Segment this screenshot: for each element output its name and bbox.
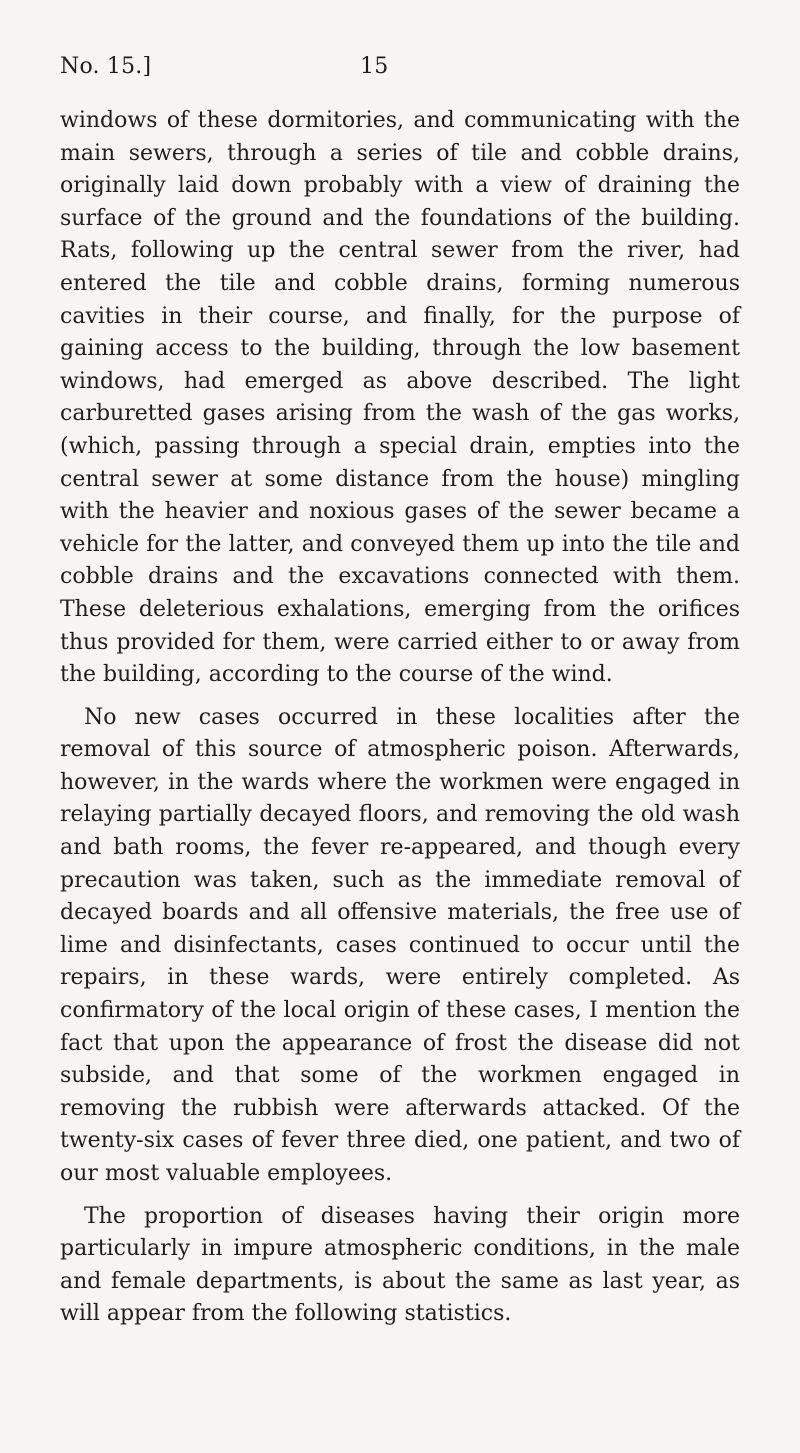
page-number: 15 [360,54,389,79]
body-text [60,105,740,1331]
paragraph-1: windows of these dormitories, and communicating with the main sewers, through a series of tile and cobble drains, originally laid down probably with a view of draining the surface of the ground and the foundations of the building. Rats, following up the central sewer from the river, had entered the tile and cobble drains, forming numerous cavities in their course, and finally, for the purpose of gaining access to the building, through the low basement windows, had emerged as above described. The light carburetted gases arising from the wash of the gas works, (which, passing through a special drain, empties into the central sewer at some distance from the house) mingling with the heavier and noxious gases of the sewer became a vehicle for the latter, and conveyed them up into the tile and cobble drains and the excavations connected with them. These deleterious exhalations, emerging from the orifices thus provided for them, were carried either to or away from the building, according to the course of the wind. [60,108,740,688]
document-number: No. 15.] [60,54,152,79]
running-header [60,54,740,94]
paragraph-2: No new cases occurred in these localities after the removal of this source of atmospheric poison. Afterwards, however, in the wards where the workmen were engaged in relaying partially decayed floors, and removing the old wash and bath rooms, the fever re-appeared, and though every precaution was taken, such as the immediate removal of decayed boards and all offensive materials, the free use of lime and disinfectants, cases continued to occur until the repairs, in these wards, were entirely completed. As confirmatory of the local origin of these cases, I mention the fact that upon the appearance of frost the disease did not subside, and that some of the workmen engaged in removing the rubbish were afterwards attacked. Of the twenty-six cases of fever three died, one patient, and two of our most valuable employees. [60,704,740,1186]
paragraph-3: The proportion of diseases having their origin more particularly in impure atmospheric conditions, in the male and female departments, is about the same as last year, as will appear from the following statistics. [60,1203,740,1327]
